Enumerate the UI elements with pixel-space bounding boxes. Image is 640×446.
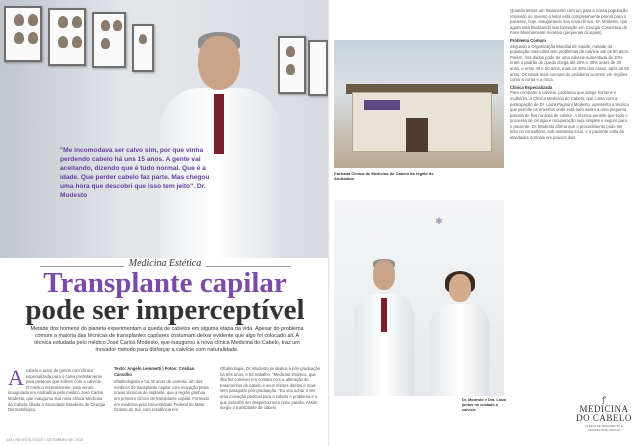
body-text: Para combater a calvície, problema que atinge homens e mulheres, a Clínica Medicina do Cabelo, que conta com a participação de Dr. Laiza Pagnoni Modesto, apresenta a técnica que permite os enxertos onde está tudo assim a uma pequena parcela de fios na área de calvice. A técnica permite que todo o processo de cirurgia e recuperação seja simples e seguro para o paciente. Dr. Modesto afirma que o procedimento pode ser feito no consultório, sob anestesia local, e o paciente volta às atividades normais em poucos dias. [510,90,629,141]
drop-cap: A [8,368,24,390]
female-doctor-figure [430,274,490,396]
photo-caption: Fachada Clínica de Medicina do Cabelo da região de Andradina [334,171,434,181]
logo-line1: MEDICINA [579,404,629,414]
wall-logo-graphic: ✱ [435,216,443,226]
body-text: oftalmologista e há 30 anos de carreira, um dos médicos do transplante capilar com inovação pelas novas técnicas de implante, que a região ganhou um primeiro clínico de transplante capilar. Formado em medicina pela Universidade Federal do Mato Grosso do Sul, com residência em [114,379,210,413]
clinic-facade-photo [334,40,504,168]
section-label: Medicina Estética [0,258,330,269]
logo-mark-icon: ꝭ [602,395,606,404]
doctors-duo-photo [334,200,504,396]
hair-chart-frame [92,12,126,68]
logo-line2: DO CABELO [576,413,632,423]
body-column-3 [220,366,322,438]
body-column-2 [114,366,212,438]
body-text: Quando temos um tratamento com um para a nossa população resolvido ou mesmo o leitor está completamente pronto para o paciente, hoje. Inaugurando sua nova clínica, Dr. Modesto, que agora está finalizando sua formação em Cirurgia Cosmética de Face Minimamente Invasiva (pequenas cirurgias). [510,8,628,36]
logo-subtitle: CLÍNICA DE TRATAMENTO E TRANSPLANTE CAPILAR [585,424,623,432]
body-text: Oftalmologia. Dr. Modesto se dedica a pós-graduação há três anos, e há trabalho. "Medicina Estética, que ilha fez conviver em contato com a alteração de tratamentos de cabelo e seus efeitos diretos e mais sem paragrafo pós-graduação. "Eu vou achar o ser uma inovação pessoal para o cabelo e problema e o que descobri ser despertou meu novo paixão. Assim surgiu o transplante de cabelo [220,366,321,411]
right-page [330,0,640,446]
hair-chart-frame [308,40,328,96]
subheading: Clínica Especializada [510,84,553,90]
lead-paragraph: Metade dos homens do planeta experimentam a queda de cabelos em alguma etapa da vida. Apesar do problema comum a maioria das técnicas de transplantes capilares costumam deixar evidente que algo foi colocado ali. A técnica estudada pelo médico José Carlos Modesto, que inaugurou a nova clínica Medicina do Cabelo, traz um inovador método para disfarçar a calvície com naturalidade. [30,326,304,353]
doctor-portrait-photo [0,0,330,258]
body-text: cabelo e autor de grelos com clínica especializada para o calvo prefeitamente para pessoas que sofrem com a calvície. O médico recentemente, está sendo inaugurada em Andradina pelo médico José Carlos Modesto, que inaugurou sua nova clínica Medicina do Cabelo, filiada à Sociedade Brasileira de Cirurgia Dermatológica. [8,368,106,413]
pull-quote: "Me incomodava ser calvo sim, por que vinha perdendo cabelo há uns 15 anos. A gente vai aceitando, dizendo que é tudo normal. Que é a idade. Que perder cabelo faz parte. Mas chegou uma hora que descobri que isso tem jeito". Dr. Modesto [60,147,210,199]
male-doctor-figure [354,260,414,396]
subheading: Problema Comum [510,37,546,43]
body-column-1 [8,368,106,438]
page-folio: 104 | REVISTA VOCÊ | SETEMBRO DE 2013 [6,438,84,442]
headline-line2: pode ser imperceptível [25,294,305,326]
body-text: Segundo a Organização Mundial de Saúde, metade da população masculina tem problemas de calvície até os 50 anos. Porém, nos dados pode ter uma calvície aumentada de 10% entre o padrão de queda chega até 20% e 30% antes de 30 anos, e entre 40 e 50 anos, mais os 40% dos casos, após os 60 anos. Os sinais mais comuns do problema ocorrem em regiões como a coroa e a nuca. [510,43,629,83]
hair-chart-frame [4,6,42,62]
clinic-logo [576,394,632,438]
byline: Texto: Angelo Lemmetti | Fotos: Cristian Carvalho [114,366,195,377]
body-column-right [510,8,630,428]
hair-chart-frame [48,8,86,66]
headline-line1: Transplante capilar [43,267,287,299]
doctor-figure [150,28,290,258]
photo-caption: Dr. Modesto e Dra. Laiza juntos no cuidado a calvície [462,398,506,412]
